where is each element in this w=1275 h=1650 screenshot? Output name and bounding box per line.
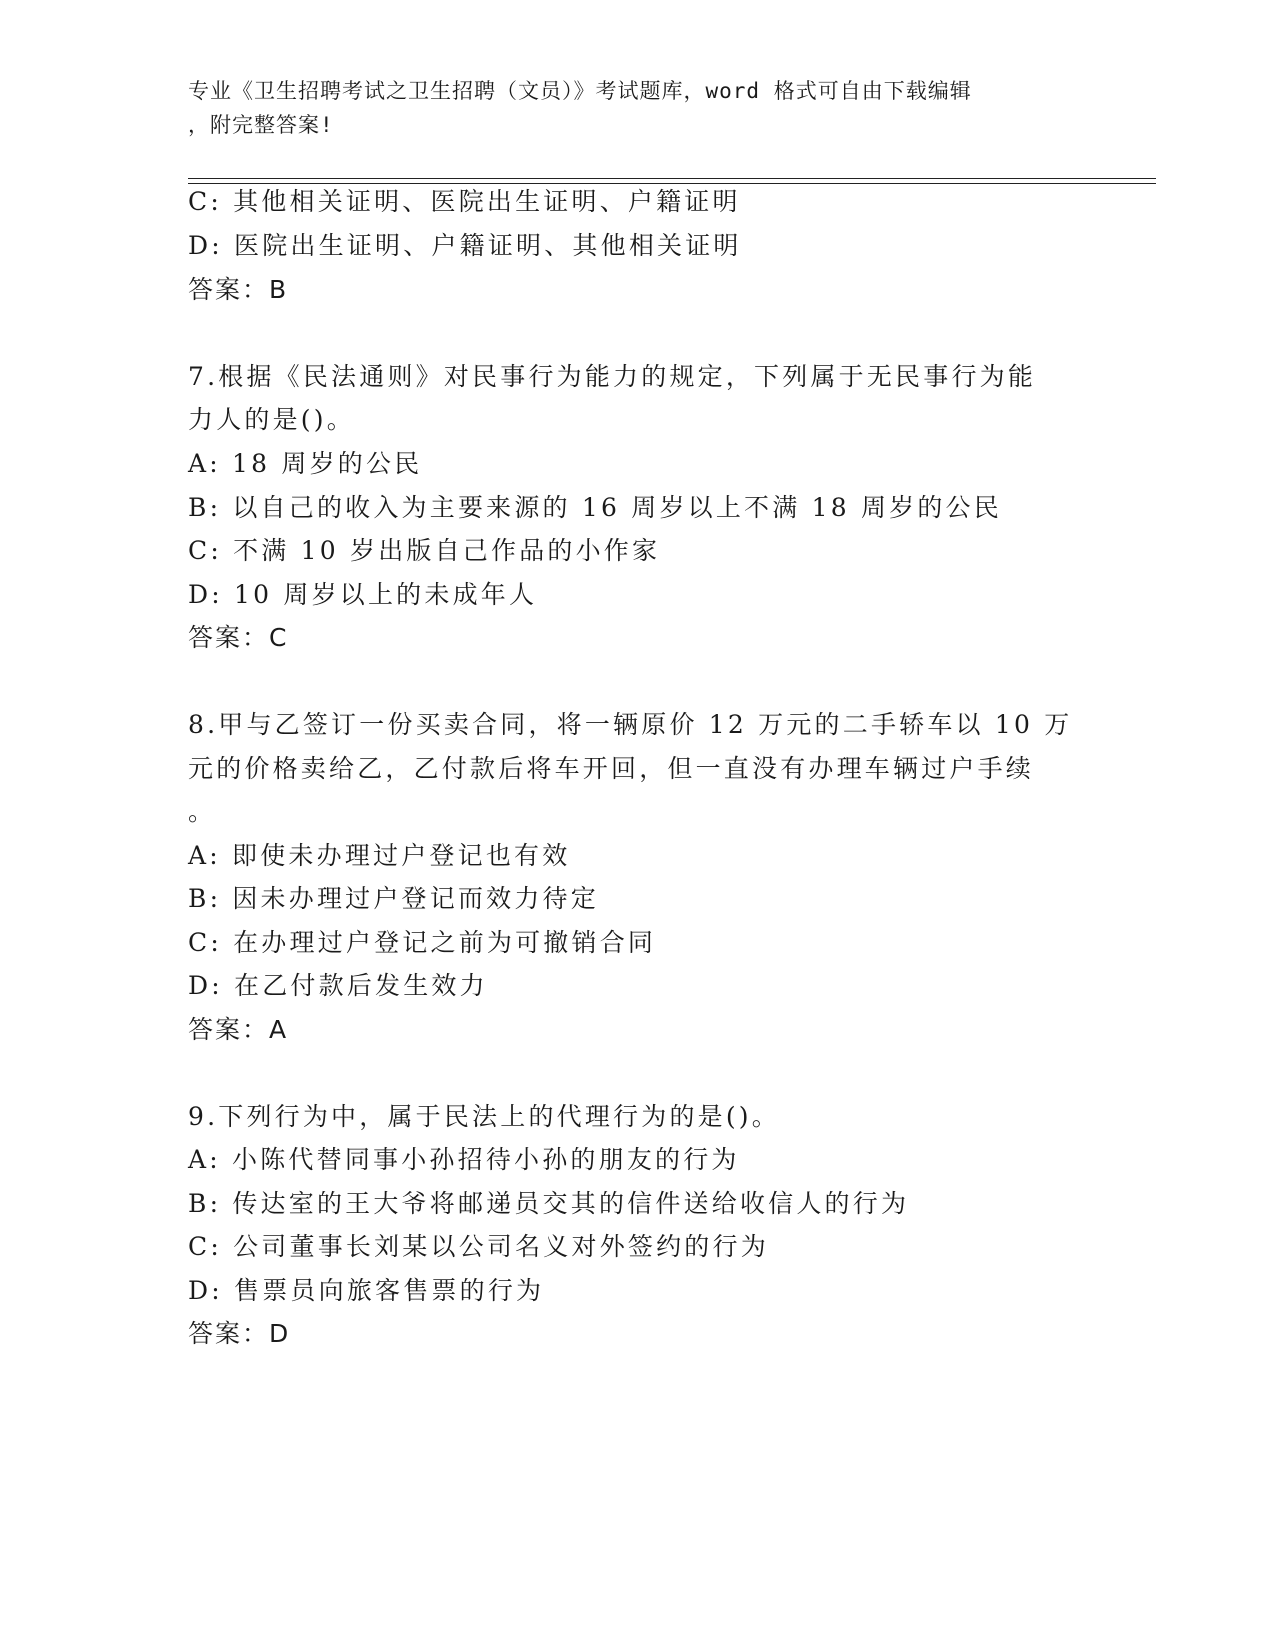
header-line-1: 专业《卫生招聘考试之卫生招聘（文员）》考试题库，word 格式可自由下载编辑 bbox=[188, 79, 972, 103]
q7-option-c: C: 不满 10 岁出版自己作品的小作家 bbox=[188, 536, 661, 565]
q9-option-c: C: 公司董事长刘某以公司名义对外签约的行为 bbox=[188, 1232, 769, 1261]
document-header bbox=[188, 74, 1088, 142]
q9-option-a: A: 小陈代替同事小孙招待小孙的朋友的行为 bbox=[188, 1145, 740, 1174]
q9-option-b: B: 传达室的王大爷将邮递员交其的信件送给收信人的行为 bbox=[188, 1189, 910, 1218]
q6-option-d: D: 医院出生证明、户籍证明、其他相关证明 bbox=[188, 231, 742, 260]
q8-stem-line-2: 元的价格卖给乙，乙付款后将车开回，但一直没有办理车辆过户手续 bbox=[188, 754, 1035, 783]
q7-option-d: D: 10 周岁以上的未成年人 bbox=[188, 580, 538, 609]
q7-stem-line-1: 7.根据《民法通则》对民事行为能力的规定，下列属于无民事行为能 bbox=[188, 362, 1037, 391]
q9-answer: 答案：D bbox=[188, 1319, 291, 1348]
q9-option-d: D: 售票员向旅客售票的行为 bbox=[188, 1276, 545, 1305]
q8-option-a: A: 即使未办理过户登记也有效 bbox=[188, 841, 571, 870]
q6-answer: 答案：B bbox=[188, 275, 289, 304]
q8-option-c: C: 在办理过户登记之前为可撤销合同 bbox=[188, 928, 657, 957]
q8-stem-line-1: 8.甲与乙签订一份买卖合同，将一辆原价 12 万元的二手轿车以 10 万 bbox=[188, 710, 1073, 739]
q7-answer: 答案：C bbox=[188, 623, 289, 652]
q8-option-b: B: 因未办理过户登记而效力待定 bbox=[188, 884, 599, 913]
q9-stem-line-1: 9.下列行为中，属于民法上的代理行为的是()。 bbox=[188, 1102, 780, 1131]
q8-answer: 答案：A bbox=[188, 1015, 289, 1044]
q7-option-b: B: 以自己的收入为主要来源的 16 周岁以上不满 18 周岁的公民 bbox=[188, 493, 1002, 522]
header-divider-bottom bbox=[188, 183, 1156, 184]
q8-option-d: D: 在乙付款后发生效力 bbox=[188, 971, 488, 1000]
q7-stem-line-2: 力人的是()。 bbox=[188, 405, 355, 434]
q8-stem-line-3: 。 bbox=[188, 797, 217, 826]
q6-option-c: C: 其他相关证明、医院出生证明、户籍证明 bbox=[188, 187, 741, 216]
header-divider-top bbox=[188, 178, 1156, 179]
header-line-2: ，附完整答案! bbox=[188, 113, 334, 137]
q7-option-a: A: 18 周岁的公民 bbox=[188, 449, 423, 478]
